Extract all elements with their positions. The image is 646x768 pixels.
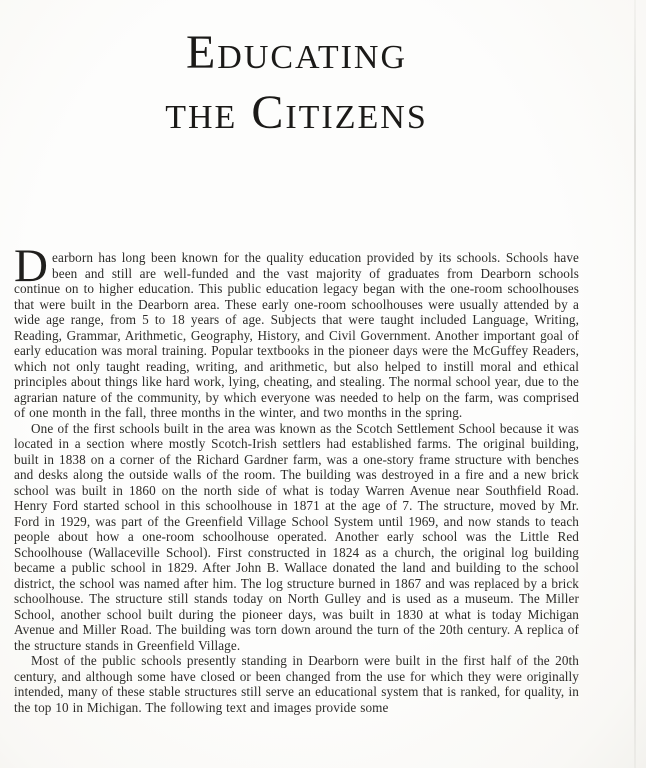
page-title: [14, 23, 579, 143]
article-body: [14, 240, 579, 715]
paragraph-1: [14, 240, 579, 421]
title-line-1: Educating: [185, 26, 408, 79]
paragraph-1-text: earborn has long been known for the quality education provided by its schools. Schools have been and still are well-funded and the vast majority of graduates from Dearborn schools continue on to higher education. This public education legacy began with the one-room schoolhouses that were built in the Dearborn area. These early one-room schoolhouses were usually attended by a wide age range, from 5 to 18 years of age. Subjects that were taught included Language, Writing, Reading, Grammar, Arithmetic, Geography, History, and Civil Government. Another important goal of early education was moral training. Popular textbooks in the pioneer days were the McGuffey Readers, which not only taught reading, writing, and arithmetic, but also helped to instill moral and ethical principles about things like hard work, lying, cheating, and stealing. The normal school year, due to the agrarian nature of the community, by which everyone was needed to help on the farm, was comprised of one month in the fall, three months in the winter, and two months in the spring.: [14, 250, 579, 420]
title-line-2: the Citizens: [165, 86, 428, 139]
drop-cap: D: [14, 240, 49, 292]
paragraph-2: One of the first schools built in the area was known as the Scotch Settlement School because it was located in a section where mostly Scotch-Irish settlers had established farms. The original building, built in 1838 on a corner of the Richard Gardner farm, was a one-story frame structure with benches and desks along the outside walls of the room. The building was destroyed in a fire and a new brick school was built in 1860 on the north side of what is today Warren Avenue near Southfield Road. Henry Ford started school in this schoolhouse in 1871 at the age of 7. The structure, moved by Mr. Ford in 1929, was part of the Greenfield Village School System until 1969, and now stands to teach people about how a one-room schoolhouse operated. Another early school was the Little Red Schoolhouse (Wallaceville School). First constructed in 1824 as a church, the original log building became a public school in 1829. After John B. Wallace donated the land and building to the school district, the school was named after him. The log structure burned in 1867 and was replaced by a brick schoolhouse. The structure still stands today on North Gulley and is used as a museum. The Miller School, another school built during the pioneer days, was built in 1830 at what is today Michigan Avenue and Miller Road. The building was torn down around the turn of the 20th century. A replica of the structure stands in Greenfield Village.: [14, 420, 579, 653]
paragraph-3: Most of the public schools presently standing in Dearborn were built in the first half of the 20th century, and although some have closed or been changed from the use for which they were originally intended, many of these stable structures still serve an educational system that is ranked, for quality, in the top 10 in Michigan. The following text and images provide some: [14, 653, 579, 715]
page-edge-line: [634, 0, 636, 768]
